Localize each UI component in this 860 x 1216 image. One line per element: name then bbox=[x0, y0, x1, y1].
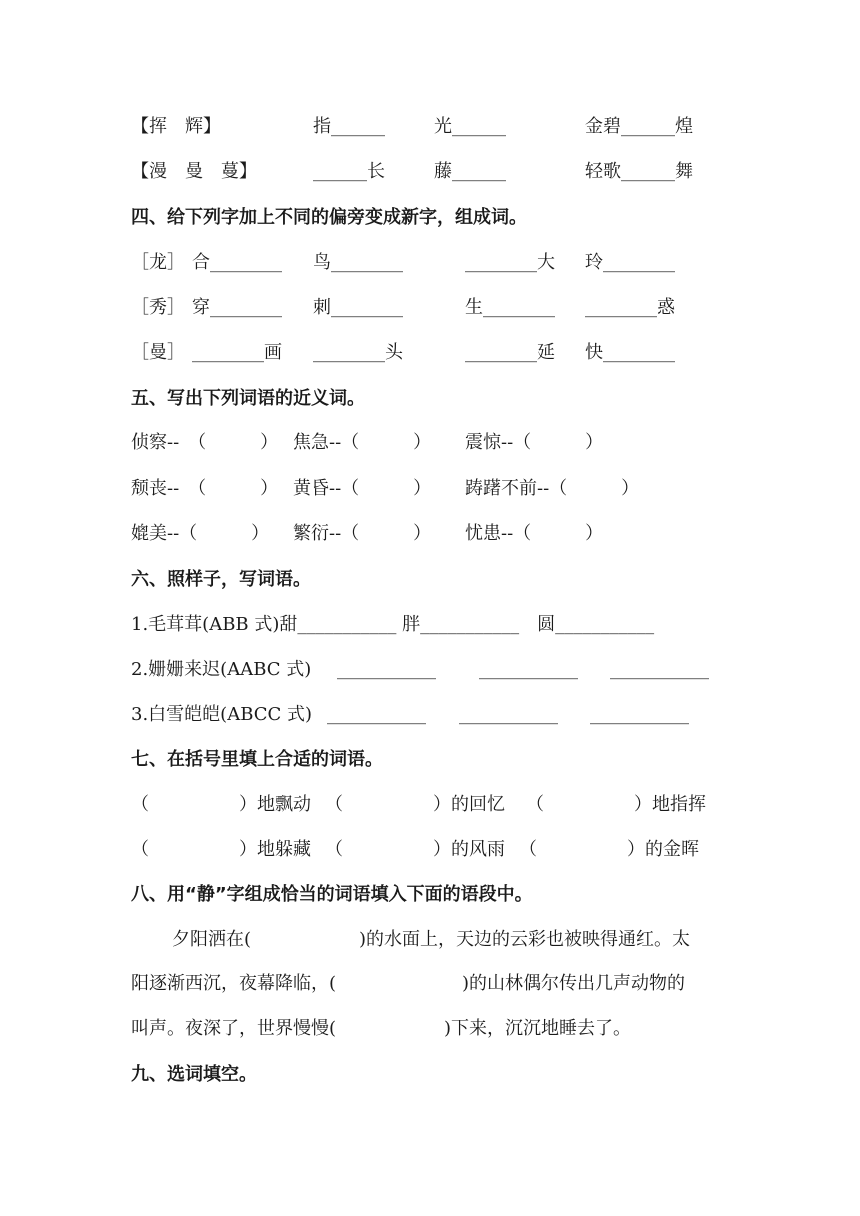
fill-item: ________画 bbox=[192, 342, 282, 363]
fill-item: 指______ bbox=[313, 116, 385, 137]
fill-item: ______长 bbox=[313, 161, 385, 182]
fill-item: 轻歌______舞 bbox=[585, 161, 693, 182]
blank: ___________ bbox=[610, 659, 709, 680]
pattern-prefix: 2.姗姗来迟(AABC 式) bbox=[131, 659, 312, 680]
synonym-item: 媲美--（ ） bbox=[131, 523, 270, 544]
fill-item: 金碧______煌 bbox=[585, 116, 693, 137]
blank: ___________ bbox=[459, 704, 558, 725]
char-label: ［秀］ bbox=[131, 297, 185, 318]
blank: ___________ bbox=[420, 614, 520, 635]
section-5-heading: 五、写出下列词语的近义词。 bbox=[131, 388, 365, 409]
section-9-heading: 九、选词填空。 bbox=[131, 1064, 257, 1085]
fill-item: 合________ bbox=[192, 252, 282, 273]
bracket-item: （ ）地飘动 bbox=[131, 794, 311, 815]
fill-item: ________头 bbox=[313, 342, 403, 363]
fill-item: 刺________ bbox=[313, 297, 403, 318]
synonym-item: 震惊--（ ） bbox=[465, 432, 604, 453]
blank: ___________ bbox=[297, 614, 397, 635]
synonym-item: 颓丧-- （ ） bbox=[131, 478, 279, 499]
bracket-item: （ ）地躲藏 bbox=[131, 839, 311, 860]
pattern-char: 圆 bbox=[519, 614, 556, 635]
blank: ___________ bbox=[479, 659, 578, 680]
fill-item: 玲________ bbox=[585, 252, 675, 273]
blank: ___________ bbox=[590, 704, 689, 725]
synonym-item: 侦察-- （ ） bbox=[131, 432, 279, 453]
synonym-item: 踌躇不前--（ ） bbox=[465, 478, 640, 499]
fill-item: 藤______ bbox=[434, 161, 506, 182]
blank: ___________ bbox=[337, 659, 436, 680]
synonym-item: 焦急--（ ） bbox=[293, 432, 432, 453]
bracket-item: （ ）地指挥 bbox=[526, 794, 706, 815]
synonym-item: 忧患--（ ） bbox=[465, 523, 604, 544]
section-8-heading: 八、用“静”字组成恰当的词语填入下面的语段中。 bbox=[131, 884, 533, 905]
fill-item: 快________ bbox=[585, 342, 675, 363]
synonym-item: 黄昏--（ ） bbox=[293, 478, 432, 499]
blank: ___________ bbox=[555, 614, 655, 635]
char-label: ［曼］ bbox=[131, 342, 185, 363]
paragraph-line: 叫声。夜深了，世界慢慢( )下来，沉沉地睡去了。 bbox=[131, 1018, 632, 1039]
word-group-man: 【漫 曼 蔓】 bbox=[131, 161, 257, 182]
fill-item: ________大 bbox=[465, 252, 555, 273]
pattern-prefix: 3.白雪皑皑(ABCC 式) bbox=[131, 704, 313, 725]
fill-item: 穿________ bbox=[192, 297, 282, 318]
section-7-heading: 七、在括号里填上合适的词语。 bbox=[131, 749, 383, 770]
paragraph-line: 阳逐渐西沉，夜幕降临，( )的山林偶尔传出几声动物的 bbox=[131, 973, 686, 994]
fill-item: 光______ bbox=[434, 116, 506, 137]
fill-item: ________延 bbox=[465, 342, 555, 363]
section-6-heading: 六、照样子，写词语。 bbox=[131, 569, 311, 590]
fill-item: 鸟________ bbox=[313, 252, 403, 273]
fill-item: 生________ bbox=[465, 297, 555, 318]
bracket-item: （ ）的回忆 bbox=[325, 794, 505, 815]
blank: ___________ bbox=[327, 704, 426, 725]
pattern-char: 胖 bbox=[396, 614, 421, 635]
char-label: ［龙］ bbox=[131, 252, 185, 273]
section-4-heading: 四、给下列字加上不同的偏旁变成新字，组成词。 bbox=[131, 207, 527, 228]
pattern-line-1 bbox=[131, 613, 654, 637]
fill-item: ________惑 bbox=[585, 297, 675, 318]
pattern-prefix: 1.毛茸茸(ABB 式)甜 bbox=[131, 614, 298, 635]
word-group-hui: 【挥 辉】 bbox=[131, 116, 221, 137]
bracket-item: （ ）的金晖 bbox=[519, 839, 699, 860]
synonym-item: 繁衍--（ ） bbox=[293, 523, 432, 544]
bracket-item: （ ）的风雨 bbox=[325, 839, 505, 860]
paragraph-line: 夕阳洒在( )的水面上，天边的云彩也被映得通红。太 bbox=[172, 929, 691, 950]
